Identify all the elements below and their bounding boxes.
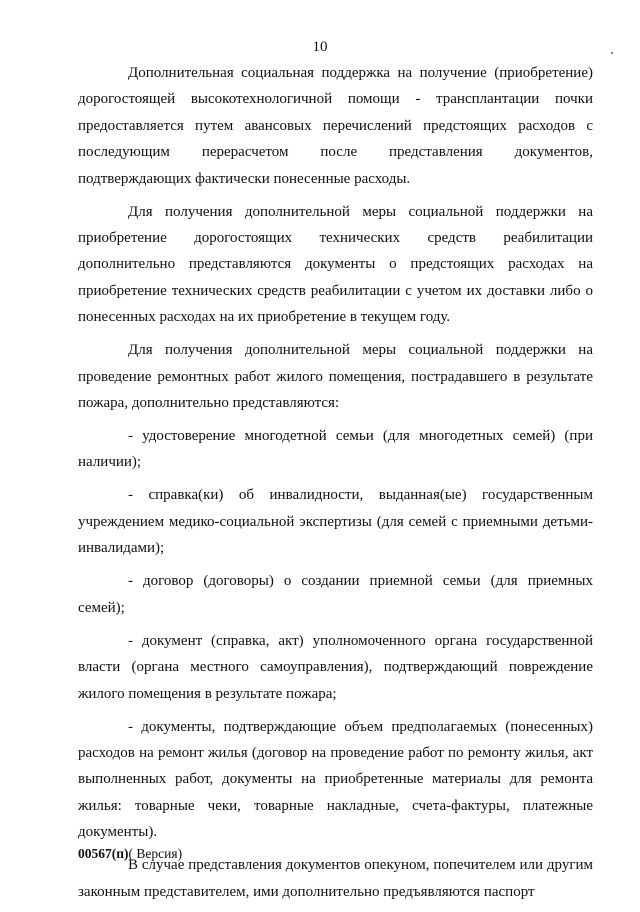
paragraph-rehab-equipment: Для получения дополнительной меры социальной поддержки на приобретение дорогостоящих технических средств реабилитации дополнительно представляются документы о предстоящих расходах на приобретение технических средств реабилитации с учетом их доставки либо о понесенных расходах на их приобретение в текущем году. bbox=[78, 203, 593, 326]
paragraph-transplant-support: Дополнительная социальная поддержка на получение (приобретение) дорогостоящей высокотехнологичной помощи - трансплантации почки предоставляется путем авансовых перечислений предстоящих расходов с последующим перерасчетом после представления документов, подтверждающих фактически понесенные расходы. bbox=[78, 65, 593, 187]
list-item-large-family-certificate: - удостоверение многодетной семьи (для многодетных семей) (при наличии); bbox=[78, 428, 593, 471]
list-item-fire-damage-act: - документ (справка, акт) уполномоченного органа государственной власти (органа местного самоуправления), подтверждающий повреждение жилого помещения в результате пожара; bbox=[78, 632, 593, 702]
scan-speck bbox=[611, 52, 613, 54]
list-item-disability-certificate: - справка(ки) об инвалидности, выданная(ые) государственным учреждением медико-социальной экспертизы (для семей с приемными детьми-инвалидами); bbox=[78, 487, 593, 557]
document-body bbox=[78, 60, 593, 912]
paragraph-guardian-documents: В случае представления документов опекуном, попечителем или другим законным представителем, ими дополнительно предъявляются паспорт bbox=[78, 857, 593, 900]
list-item-repair-expense-documents: - документы, подтверждающие объем предполагаемых (понесенных) расходов на ремонт жилья (договор на проведение работ по ремонту жилья, акт выполненных работ, документы на приобретенные материалы для ремонта жилья: товарные чеки, товарные накладные, счета-фактуры, платежные документы). bbox=[78, 718, 593, 841]
list-item-foster-family-contract: - договор (договоры) о создании приемной семьи (для приемных семей); bbox=[78, 573, 593, 616]
document-footer bbox=[78, 846, 182, 862]
page-number: 10 bbox=[312, 39, 328, 55]
document-code: 00567(п) bbox=[78, 846, 129, 861]
paragraph-repair-works: Для получения дополнительной меры социальной поддержки на проведение ремонтных работ жилого помещения, пострадавшего в результате пожара, дополнительно представляются: bbox=[78, 342, 593, 412]
document-version: ( Версия) bbox=[128, 846, 183, 861]
